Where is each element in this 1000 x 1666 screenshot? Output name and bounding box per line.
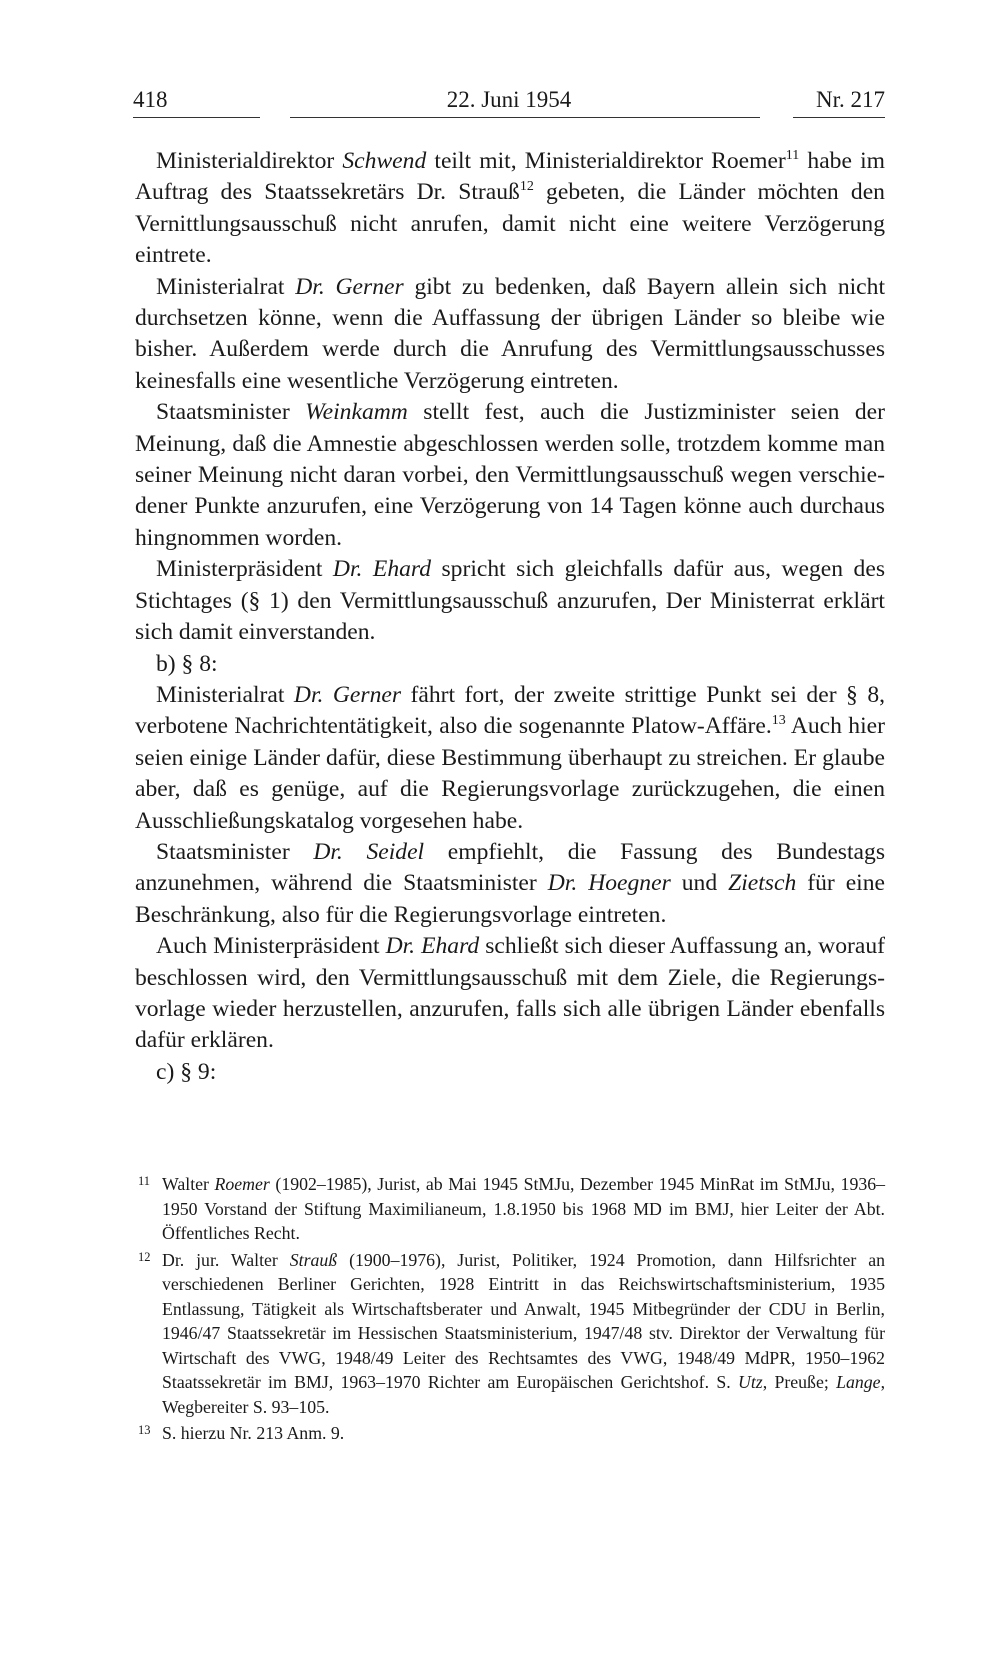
section-heading: b) § 8: xyxy=(156,650,218,677)
footnote-number: 13 xyxy=(138,1423,151,1437)
header-rule xyxy=(133,117,260,118)
person-name: Schwend xyxy=(342,148,427,174)
person-name: Dr. Hoegner xyxy=(547,870,671,897)
main-text xyxy=(135,146,885,1088)
footnotes xyxy=(135,1172,885,1448)
page-number: 418 xyxy=(133,87,168,112)
paragraph: Ministerialrat Dr. Gerner gibt zu bedenken, daß Bayern allein sich nicht durchsetzen könne, wenn die Auffassung der übrigen Länder so bleibe wie bisher. Außerdem werde durch die Anrufung des Vermittlungsausschusses keinesfalls eine wesentliche Verzögerung eintreten. xyxy=(135,273,886,394)
paragraph: Staatsminister Dr. Seidel empfiehlt, die Fassung des Bundestags anzunehmen, während die Staatsminister Dr. Hoegner und Zietsch für eine Beschränkung, also für die Regierungsvorlage eintreten. xyxy=(135,838,885,928)
footnote: 13 S. hierzu Nr. 213 Anm. 9. xyxy=(135,1421,885,1446)
person-name: Dr. Gerner xyxy=(293,681,402,708)
citation-author: Lange xyxy=(836,1372,881,1392)
person-name: Strauß xyxy=(289,1249,338,1270)
paragraph: Ministerialrat Dr. Gerner fährt fort, der zweite strittige Punkt sei der § 8, verbotene Nachrichtentätigkeit, also die sogenannte Platow-Affäre.$^{13}$ Auch hier seien einige Länder dafür, diese Bestimmung überhaupt zu streichen. Er glaube aber, daß es genüge, auf die Regierungsvorlage zurückzugehen, die einen Ausschließungskatalog vorgesehen habe. xyxy=(135,681,886,834)
footnote-number: 11 xyxy=(138,1174,151,1188)
paragraph: Ministerpräsident Dr. Ehard spricht sich gleichfalls dafür aus, wegen des Stichtages (§ 1) den Vermittlungsausschuß anzurufen, Der Ministerrat erklärt sich damit einverstanden. xyxy=(135,556,885,646)
person-name: Dr. Ehard xyxy=(385,933,480,960)
person-name: Dr. Ehard xyxy=(332,556,432,583)
header-date: 22. Juni 1954 xyxy=(446,87,572,112)
footnote: 12 Dr. jur. Walter Strauß (1900–1976), Jurist, Politiker, 1924 Promotion, dann Hilfsrichter an verschiedenen Berliner Gerichten, 1928 Eintritt in das Reichswirtschaftsministerium, 1935 Entlassung, Tätigkeit als Wirtschaftsberater und Anwalt, 1945 Mitbegründer der CDU in Berlin, 1946/47 Staatssekretär im Hessischen Staatsministerium, 1947/48 stv. Direktor der Verwaltung für Wirtschaft des VWG, 1948/49 Leiter des Rechtsamtes des VWG, 1948/49 MdPR, 1950–1962 Staatssekretär im BMJ, 1963–1970 Richter am Europäischen Gerichtshof. S. Utz, Preuße; Lange, Wegbereiter S. 93–105. xyxy=(135,1248,885,1420)
footnote-number: 12 xyxy=(138,1249,151,1264)
paragraph: Staatsminister Weinkamm stellt fest, auch die Justizminister seien der Meinung, daß die Amnestie abgeschlossen werden solle, trotzdem komme man seiner Meinung nicht daran vorbei, den Vermittlungsausschuß wegen verschiedener Punkte anzurufen, eine Verzögerung von 14 Tagen könne auch durchaus hingnommen worden. xyxy=(135,399,885,551)
section-heading: c) § 9: xyxy=(156,1058,217,1085)
paragraph: Auch Ministerpräsident Dr. Ehard schließt sich dieser Auffassung an, worauf beschlossen wird, den Vermittlungsausschuß mit dem Ziele, die Regierungsvorlage wieder herzustellen, anzurufen, falls sich alle übrigen Länder ebenfalls dafür erklären. xyxy=(135,933,885,1054)
footnote: 11 Walter Roemer (1902–1985), Jurist, ab Mai 1945 StMJu, Dezember 1945 MinRat im StMJu, 1936–1950 Vorstand der Stiftung Maximilianeum, 1.8.1950 bis 1968 MD im BMJ, hier Leiter der Abt. Öffentliches Recht. xyxy=(135,1172,885,1246)
header-rule xyxy=(290,117,760,118)
paragraph: Ministerialdirektor Schwend teilt mit, Ministerialdirektor Roemer$^{11}$ habe im Auftrag des Staatssekretärs Dr. Strauß$^{12}$ gebeten, die Länder möchten den Vernittlungsausschuß nicht anrufen, damit nicht eine weitere Verzögerung eintrete. xyxy=(135,148,885,269)
person-name: Roemer xyxy=(214,1174,270,1194)
citation-author: Utz xyxy=(738,1372,763,1392)
person-name: Dr. Gerner xyxy=(295,273,404,300)
running-header xyxy=(133,86,885,114)
footnote-reference: 11 xyxy=(785,148,800,163)
person-name: Dr. Seidel xyxy=(313,838,425,865)
person-name: Zietsch xyxy=(728,870,797,897)
footnote-reference: 12 xyxy=(519,179,534,195)
document-number: Nr. 217 xyxy=(816,87,885,112)
footnote-reference: 13 xyxy=(771,713,786,729)
person-name: Weinkamm xyxy=(305,399,408,426)
header-rule xyxy=(793,117,885,118)
